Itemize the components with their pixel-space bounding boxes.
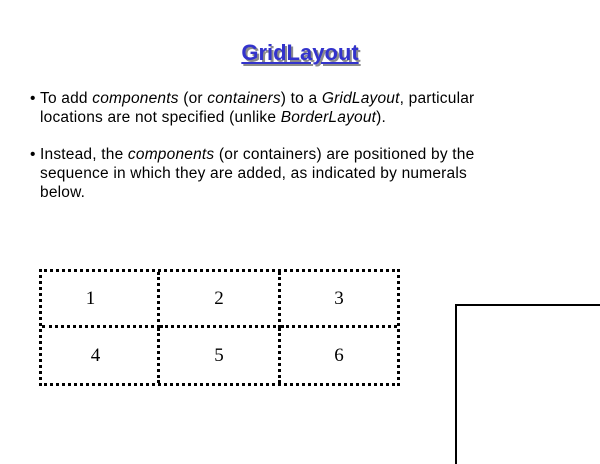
grid-cell-3: 3 bbox=[281, 272, 397, 328]
grid-layout-diagram bbox=[39, 269, 400, 386]
bullet-text-line1: Instead, the components (or containers) are positioned by the bbox=[40, 146, 475, 163]
grid-cell-2: 2 bbox=[160, 272, 281, 328]
bullet-text-line1: To add components (or containers) to a GridLayout, particular bbox=[40, 90, 475, 107]
grid-cell-6: 6 bbox=[334, 344, 344, 366]
bullet-marker: • bbox=[30, 90, 36, 107]
bullet-text-line2: sequence in which they are added, as indicated by numerals bbox=[40, 165, 467, 182]
slide-title: GridLayout bbox=[241, 40, 359, 65]
bullet-text-line2: locations are not specified (unlike BorderLayout). bbox=[40, 109, 387, 126]
bullet-2 bbox=[30, 145, 570, 202]
grid-cell-5: 5 bbox=[160, 328, 281, 383]
bullet-1 bbox=[30, 89, 570, 127]
grid-cell-1: 1 bbox=[42, 272, 160, 328]
grid-cell-4: 4 bbox=[42, 328, 160, 383]
window-frame-corner bbox=[455, 304, 600, 464]
bullet-marker: • bbox=[30, 146, 36, 163]
bullet-text-line3: below. bbox=[40, 184, 86, 201]
